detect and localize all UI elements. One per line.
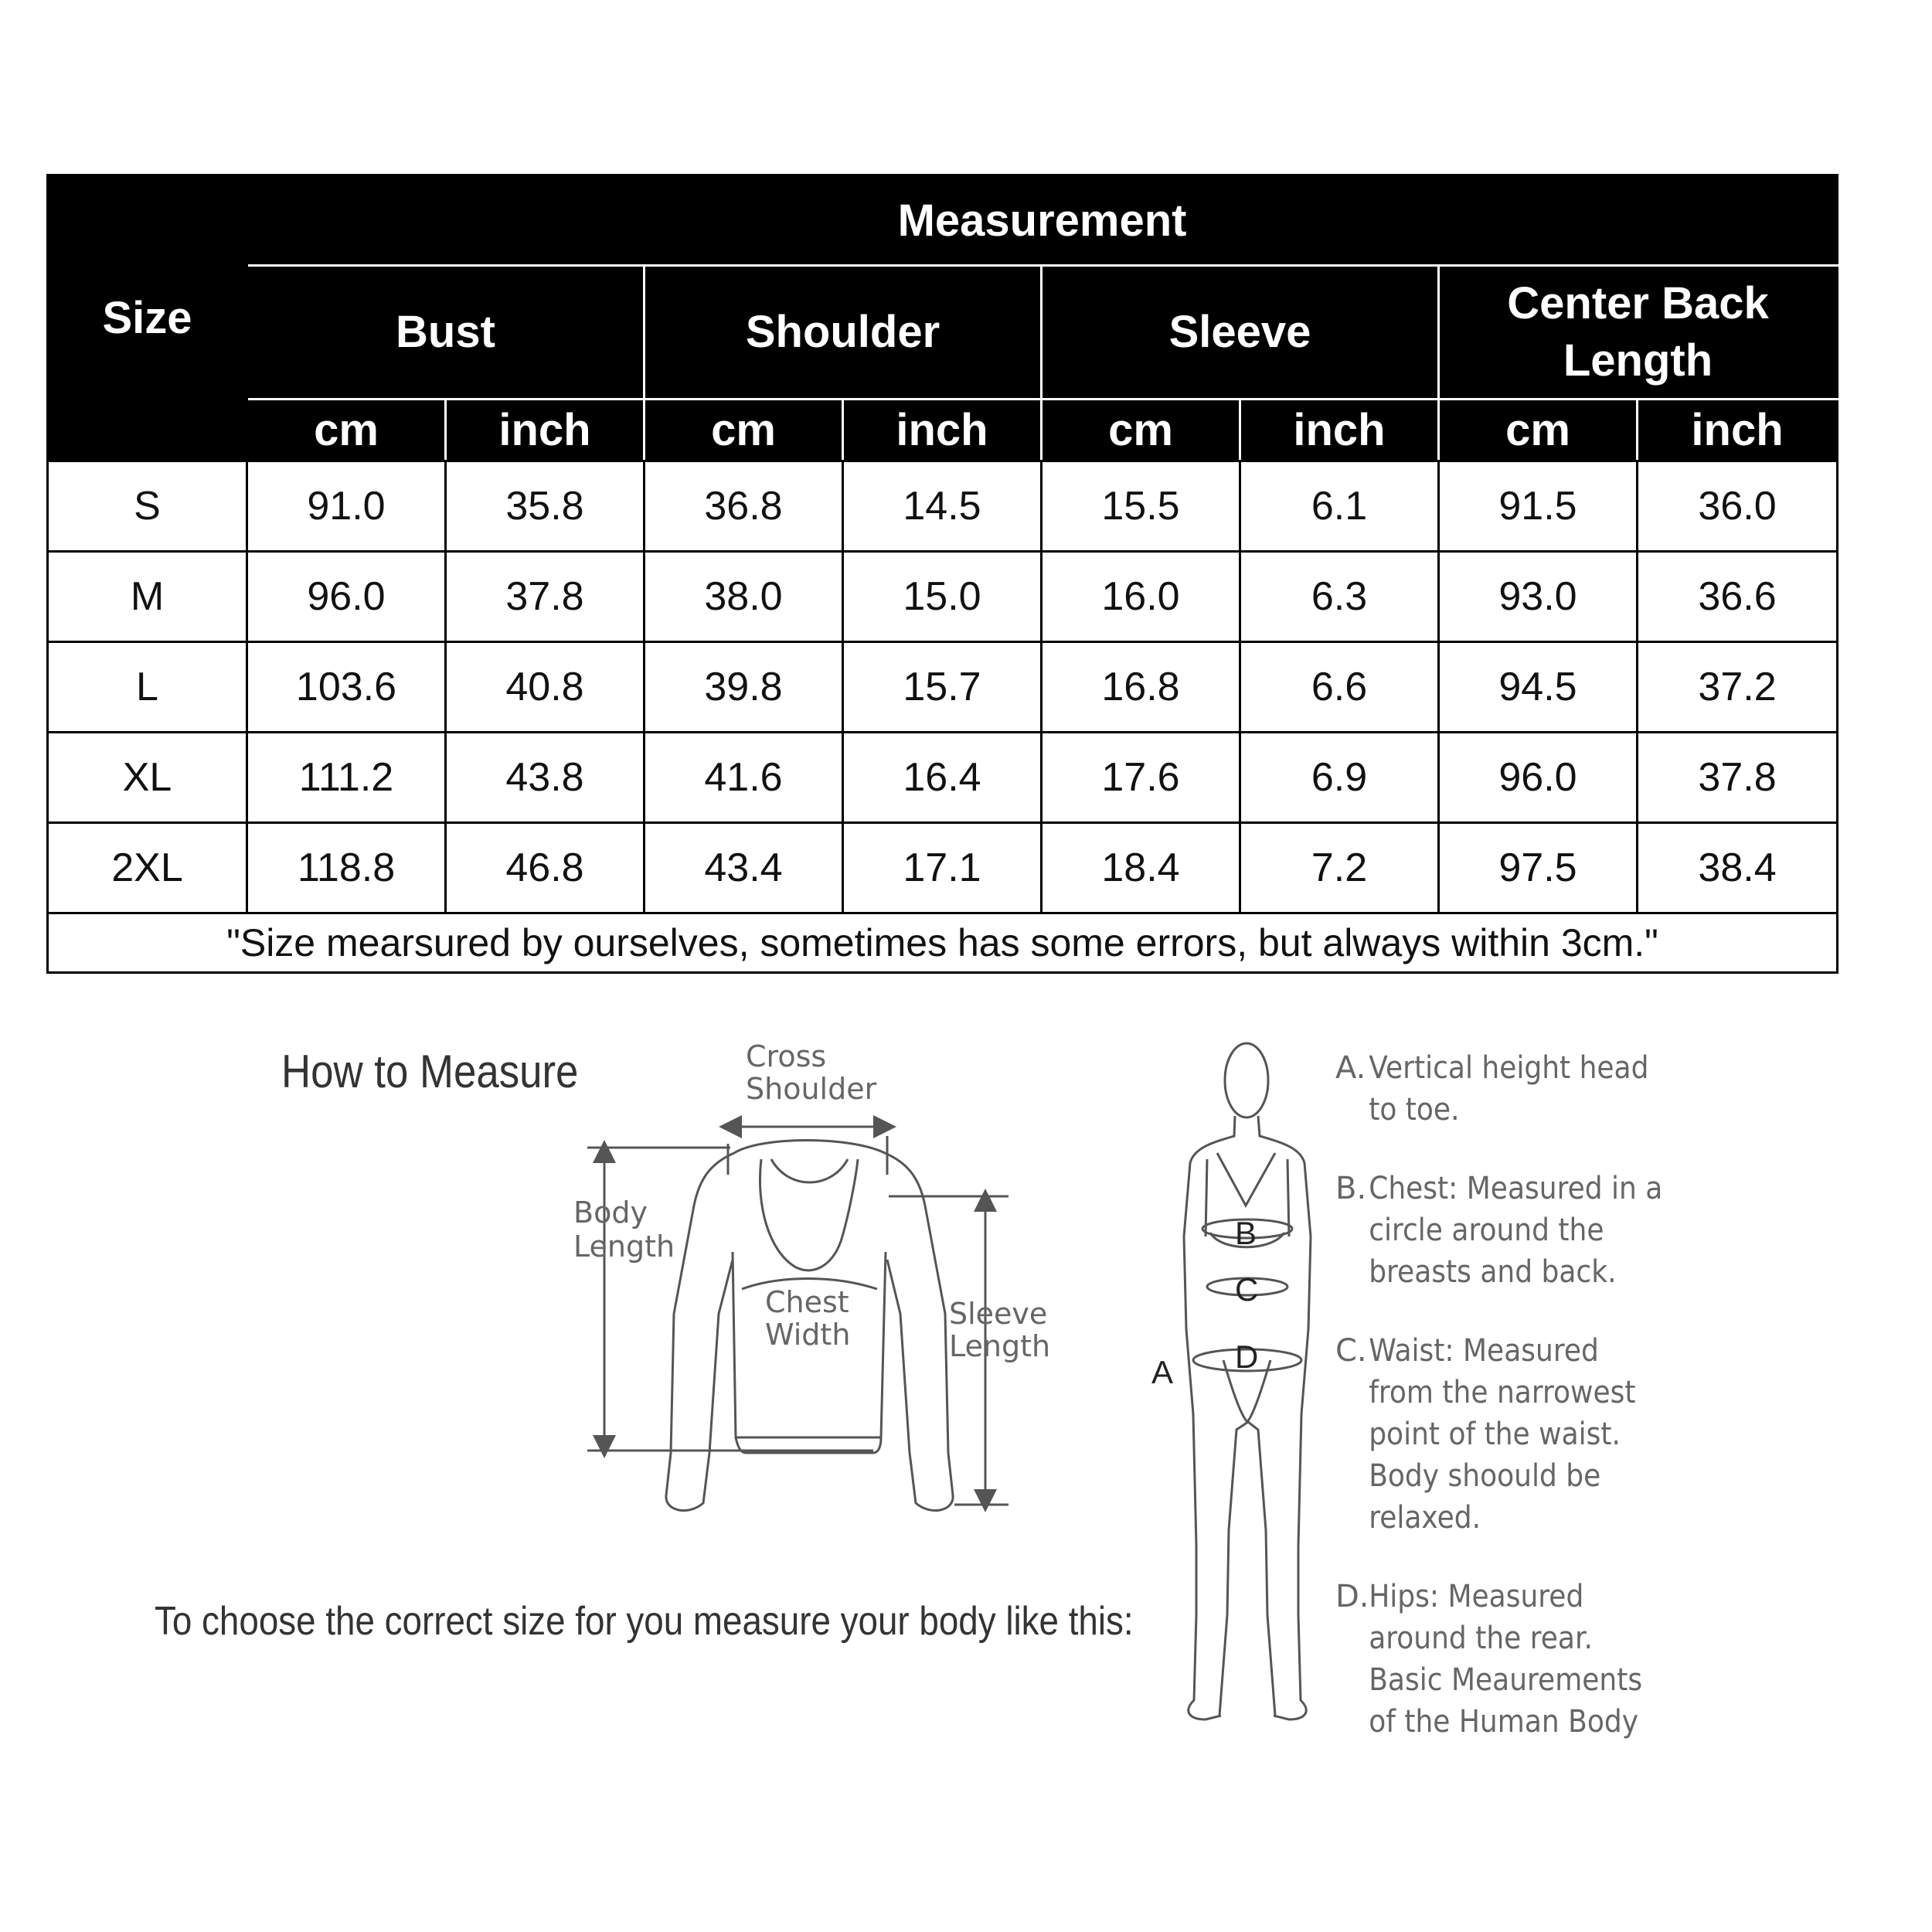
value-cell: 103.6 xyxy=(247,642,446,733)
value-cell: 36.6 xyxy=(1638,552,1838,642)
value-cell: 38.0 xyxy=(645,552,843,642)
value-cell: 118.8 xyxy=(247,823,446,913)
value-cell: 111.2 xyxy=(247,733,446,823)
how-to-measure-title: How to Measure xyxy=(281,1046,579,1097)
value-cell: 6.6 xyxy=(1240,642,1439,733)
group-header-bust: Bust xyxy=(247,266,645,400)
value-cell: 43.8 xyxy=(446,733,645,823)
body-label-b: B xyxy=(1235,1215,1257,1251)
value-cell: 37.8 xyxy=(446,552,645,642)
unit-header: inch xyxy=(446,400,645,461)
cross-shoulder-label: Cross xyxy=(746,1039,827,1073)
value-cell: 35.8 xyxy=(446,461,645,552)
value-cell: 15.0 xyxy=(843,552,1042,642)
body-label-c: C xyxy=(1235,1271,1259,1308)
group-header-shoulder: Shoulder xyxy=(645,266,1042,400)
value-cell: 46.8 xyxy=(446,823,645,913)
size-cell: XL xyxy=(48,733,247,823)
value-cell: 91.5 xyxy=(1439,461,1638,552)
note-text: Hips: Measured around the rear. Basic Meaurements of the Human Body xyxy=(1369,1579,1643,1740)
size-cell: 2XL xyxy=(48,823,247,913)
value-cell: 38.4 xyxy=(1638,823,1838,913)
note-text: Chest: Measured in a circle around the breasts and back. xyxy=(1369,1171,1663,1290)
value-cell: 91.0 xyxy=(247,461,446,552)
measurement-notes xyxy=(1335,1047,1892,1780)
value-cell: 14.5 xyxy=(843,461,1042,552)
value-cell: 15.5 xyxy=(1042,461,1240,552)
size-cell: M xyxy=(48,552,247,642)
value-cell: 40.8 xyxy=(446,642,645,733)
value-cell: 41.6 xyxy=(645,733,843,823)
body-label-d: D xyxy=(1235,1338,1259,1375)
measurement-header: Measurement xyxy=(247,175,1838,266)
group-header-sleeve: Sleeve xyxy=(1042,266,1439,400)
value-cell: 96.0 xyxy=(1439,733,1638,823)
value-cell: 16.8 xyxy=(1042,642,1240,733)
group-header-center-back-length: Center Back Length xyxy=(1439,266,1838,400)
chest-width-label: Chest xyxy=(765,1285,849,1319)
value-cell: 6.9 xyxy=(1240,733,1439,823)
value-cell: 36.8 xyxy=(645,461,843,552)
sleeve-length-label: Length xyxy=(949,1329,1051,1363)
note-chest xyxy=(1335,1168,1892,1293)
note-text: Waist: Measured from the narrowest point of the waist. Body shoould be relaxed. xyxy=(1369,1333,1636,1536)
value-cell: 96.0 xyxy=(247,552,446,642)
chest-width-label: Width xyxy=(765,1318,851,1352)
sleeve-length-label: Sleeve xyxy=(949,1297,1048,1331)
note-letter: B. xyxy=(1335,1171,1367,1206)
size-cell: S xyxy=(48,461,247,552)
value-cell: 6.1 xyxy=(1240,461,1439,552)
note-text: Vertical height head to toe. xyxy=(1369,1050,1649,1128)
cross-shoulder-label: Shoulder xyxy=(746,1072,877,1106)
note-vertical-height xyxy=(1335,1047,1892,1131)
value-cell: 18.4 xyxy=(1042,823,1240,913)
value-cell: 17.1 xyxy=(843,823,1042,913)
body-figure xyxy=(1184,1043,1311,1719)
note-letter: D. xyxy=(1335,1579,1369,1614)
unit-header: cm xyxy=(645,400,843,461)
size-note: "Size mearsured by ourselves, sometimes has some errors, but always within 3cm." xyxy=(48,913,1838,973)
unit-header: cm xyxy=(1439,400,1638,461)
value-cell: 93.0 xyxy=(1439,552,1638,642)
value-cell: 97.5 xyxy=(1439,823,1638,913)
value-cell: 94.5 xyxy=(1439,642,1638,733)
value-cell: 39.8 xyxy=(645,642,843,733)
unit-header: cm xyxy=(1042,400,1240,461)
value-cell: 37.8 xyxy=(1638,733,1838,823)
value-cell: 37.2 xyxy=(1638,642,1838,733)
body-label-a: A xyxy=(1151,1354,1174,1390)
value-cell: 15.7 xyxy=(843,642,1042,733)
size-cell: L xyxy=(48,642,247,733)
value-cell: 7.2 xyxy=(1240,823,1439,913)
body-length-label: Body xyxy=(573,1196,648,1230)
unit-header: cm xyxy=(247,400,446,461)
unit-header: inch xyxy=(1240,400,1439,461)
value-cell: 17.6 xyxy=(1042,733,1240,823)
size-header: Size xyxy=(48,175,247,461)
note-letter: A. xyxy=(1335,1050,1366,1086)
unit-header: inch xyxy=(843,400,1042,461)
value-cell: 16.4 xyxy=(843,733,1042,823)
note-waist xyxy=(1335,1330,1892,1539)
unit-header: inch xyxy=(1638,400,1838,461)
value-cell: 16.0 xyxy=(1042,552,1240,642)
value-cell: 36.0 xyxy=(1638,461,1838,552)
note-hips xyxy=(1335,1576,1892,1743)
note-letter: C. xyxy=(1335,1333,1367,1369)
value-cell: 43.4 xyxy=(645,823,843,913)
body-length-label: Length xyxy=(573,1230,675,1264)
choose-size-instruction: To choose the correct size for you measure your body like this: xyxy=(155,1599,1134,1644)
value-cell: 6.3 xyxy=(1240,552,1439,642)
